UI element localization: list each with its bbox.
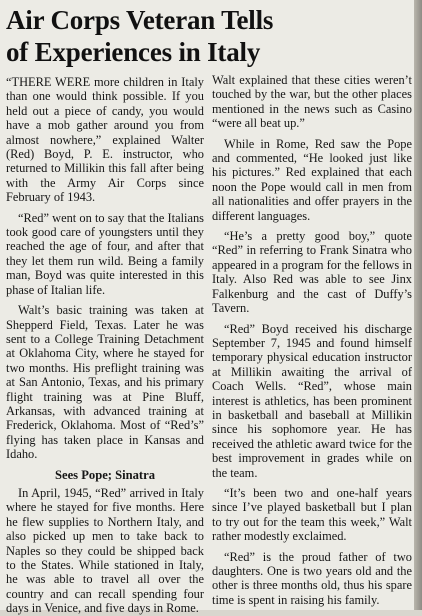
- paragraph: Walt explained that these cities weren’t touched by the war, but the other places mentioned in the news such as Casino “were all beat up.”: [212, 73, 412, 131]
- paragraph: “Red” is the proud father of two daughters. One is two years old and the other is three months old, thus his spare time is spent in raising his family.: [212, 549, 412, 607]
- headline-line-2: of Experiences in Italy: [6, 37, 261, 67]
- headline-line-1: Air Corps Veteran Tells: [6, 5, 274, 35]
- paragraph: “Red” went on to say that the Italians took good care of youngsters until they reached the age of four, and after that they let them run wild. Being a family man, Boyd was quite interested in this phase of Italian life.: [6, 210, 204, 297]
- paragraph: “He’s a pretty good boy,” quote “Red” in referring to Frank Sinatra who appeared in a program for the fellows in Italy. Also Red was able to see Jinx Falkenburg and the cast of Duffy’s Tavern.: [212, 229, 412, 316]
- paragraph: “It’s been two and one-half years since I’ve played basketball but I plan to try out for the team this week,” Walt rather modestly exclaimed.: [212, 485, 412, 544]
- article-headline: [6, 4, 410, 68]
- paragraph: While in Rome, Red saw the Pope and commented, “He looked just like his pictures.” Red explained that each noon the Pope would call in men from all nationalities and offer prayers in the different languages.: [212, 136, 412, 223]
- page-edge: [414, 0, 422, 610]
- article-column-left: [6, 75, 204, 616]
- paragraph: In April, 1945, “Red” arrived in Italy where he stayed for five months. Here he flew supplies to Northern Italy, and also picked up men to take back to Naples so they could be shipped back to the States. While stationed in Italy, he was able to travel all over the country and can recall spending four days in Venice, and five days in Rome.: [6, 485, 204, 616]
- section-subhead: Sees Pope; Sinatra: [54, 467, 156, 482]
- paragraph: “Red” Boyd received his discharge September 7, 1945 and found himself temporary physical education instructor at Millikin awaiting the arrival of Coach Wells. “Red”, whose main interest is athletics, has been prominent in basketball and baseball at Millikin since his sophomore year. He has received the athletic award twice for the best improvement in grades while on the team.: [212, 321, 412, 480]
- paragraph: “THERE WERE more children in Italy than one would think possible. If you held out a piece of candy, you would have a mob gather around you from almost nowhere,” explained Walter (Red) Boyd, P. E. instructor, who returned to Millikin this fall after being with the Army Air Corps since February of 1943.: [6, 75, 204, 205]
- article-column-right: [212, 73, 412, 605]
- paragraph: Walt’s basic training was taken at Shepperd Field, Texas. Later he was sent to a College Training Detachment at Oklahoma City, where he stayed for two months. His preflight training was at San Antonio, Texas, and his primary flight training was at Pine Bluff, Arkansas, with advanced training at Frederick, Oklahoma. Most of “Red’s” flying has taken place in Kansas and Idaho.: [6, 303, 204, 462]
